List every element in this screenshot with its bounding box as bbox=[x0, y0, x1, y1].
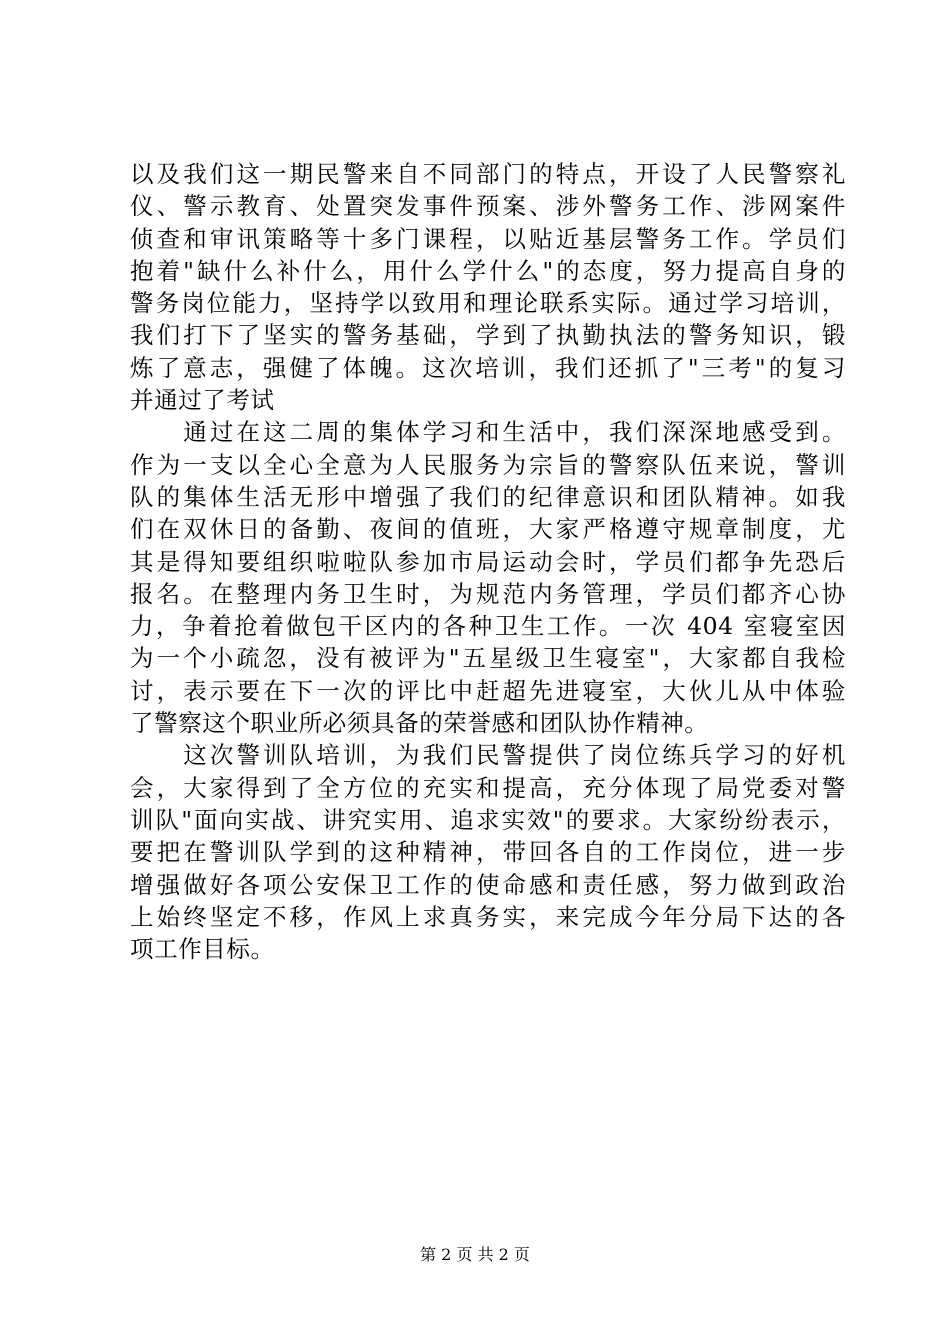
text-line: 训队"面向实战、讲究实用、追求实效"的要求。大家纷纷表示， bbox=[130, 805, 846, 834]
text-line: 仪、警示教育、处置突发事件预案、涉外警务工作、涉网案件 bbox=[130, 192, 846, 221]
text-line: 要把在警训队学到的这种精神，带回各自的工作岗位，进一步 bbox=[130, 838, 846, 867]
body-text bbox=[130, 158, 846, 965]
text-line: 项工作目标。 bbox=[130, 935, 275, 964]
text-line: 炼了意志，强健了体魄。这次培训，我们还抓了"三考"的复习 bbox=[130, 353, 846, 382]
text-line: 我们打下了坚实的警务基础，学到了执勤执法的警务知识，锻 bbox=[130, 321, 846, 350]
text-line: 以及我们这一期民警来自不同部门的特点，开设了人民警察礼 bbox=[130, 160, 846, 188]
text-line: 增强做好各项公安保卫工作的使命感和责任感，努力做到政治 bbox=[130, 870, 846, 899]
text-line: 抱着"缺什么补什么，用什么学什么"的态度，努力提高自身的 bbox=[130, 256, 846, 285]
text-line: 并通过了考试 bbox=[130, 386, 275, 415]
text-line: 会，大家得到了全方位的充实和提高，充分体现了局党委对警 bbox=[130, 773, 846, 802]
text-line: 警务岗位能力，坚持学以致用和理论联系实际。通过学习培训， bbox=[130, 289, 846, 318]
text-line: 上始终坚定不移，作风上求真务实，来完成今年分局下达的各 bbox=[130, 902, 846, 931]
page-footer: 第 2 页 共 2 页 bbox=[420, 1245, 530, 1264]
text-line: 为一个小疏忽，没有被评为"五星级卫生寝室"，大家都自我检 bbox=[130, 644, 846, 673]
text-line: 报名。在整理内务卫生时，为规范内务管理，学员们都齐心协 bbox=[130, 579, 846, 608]
text-line: 通过在这二周的集体学习和生活中，我们深深地感受到。 bbox=[130, 418, 846, 447]
text-line: 讨，表示要在下一次的评比中赶超先进寝室，大伙儿从中体验 bbox=[130, 676, 846, 705]
text-line: 这次警训队培训，为我们民警提供了岗位练兵学习的好机 bbox=[130, 741, 846, 770]
text-line: 力，争着抢着做包干区内的各种卫生工作。一次 404 室寝室因 bbox=[130, 612, 846, 641]
text-line: 侦查和审讯策略等十多门课程，以贴近基层警务工作。学员们 bbox=[130, 224, 846, 253]
text-line: 作为一支以全心全意为人民服务为宗旨的警察队伍来说，警训 bbox=[130, 450, 846, 479]
text-line: 了警察这个职业所必须具备的荣誉感和团队协作精神。 bbox=[130, 709, 709, 738]
text-line: 队的集体生活无形中增强了我们的纪律意识和团队精神。如我 bbox=[130, 482, 846, 511]
text-line: 其是得知要组织啦啦队参加市局运动会时，学员们都争先恐后 bbox=[130, 547, 846, 576]
text-line: 们在双休日的备勤、夜间的值班，大家严格遵守规章制度，尤 bbox=[130, 515, 846, 544]
